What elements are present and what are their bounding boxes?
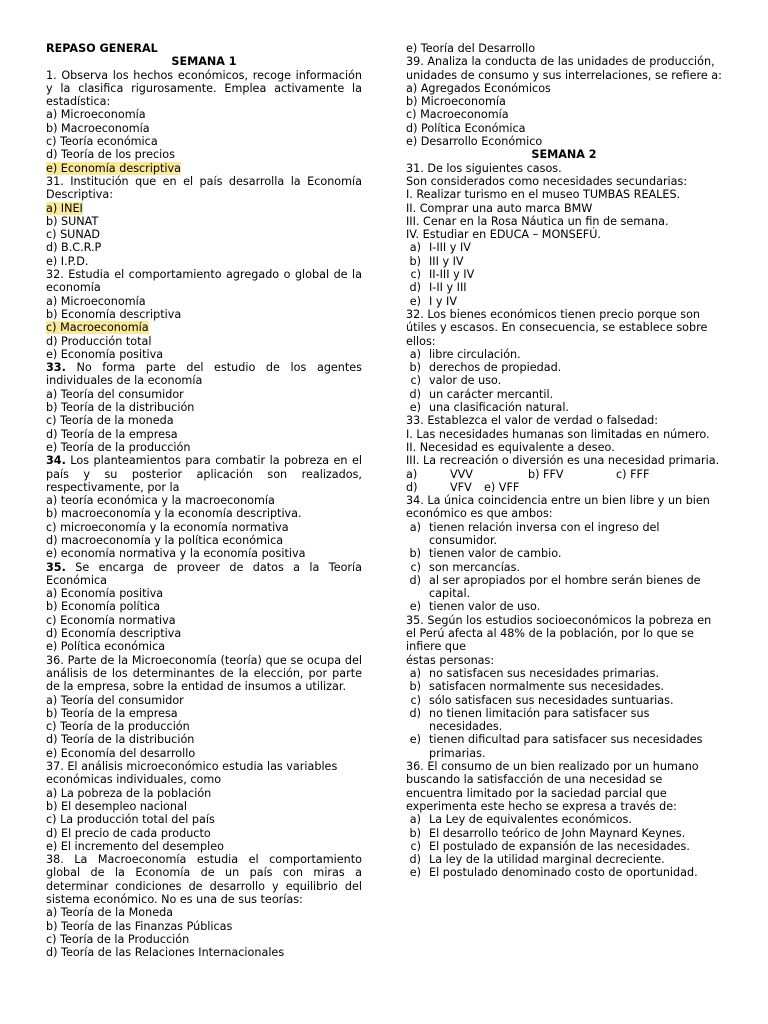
option: a) Teoría del consumidor <box>46 693 184 707</box>
question-36: 36. Parte de la Microeconomía (teoría) que se ocupa del análisis de los determinantes de la elección, por parte de la empresa, sobre la entidad de insumos a utilizar. <box>46 653 362 694</box>
option-marker: c) <box>410 560 421 574</box>
question-number: 35. <box>46 560 66 574</box>
week-2-heading: SEMANA 2 <box>531 148 597 162</box>
option: b) Teoría de la distribución <box>46 401 195 415</box>
option-text: tienen relación inversa con el ingreso del consumidor. <box>429 520 660 547</box>
option-marker: c) <box>410 839 421 853</box>
option: a) Microeconomía <box>46 294 146 308</box>
option <box>406 374 722 387</box>
s2-question-35: 35. Según los estudios socioeconómicos la pobreza en el Perú afecta al 48% de la población, por lo que se infiere que <box>406 613 712 654</box>
option-text: valor de uso. <box>429 374 502 388</box>
option-marker: b) <box>409 254 421 268</box>
option <box>406 348 722 361</box>
option-marker: b) <box>409 547 421 561</box>
option-marker: a) <box>409 813 421 827</box>
option: b) Teoría de la empresa <box>46 706 178 720</box>
option: c) Teoría de la Producción <box>46 932 190 946</box>
question-31: 31. Institución que en el país desarrolla la Economía Descriptiva: <box>46 174 362 202</box>
option-marker: c) <box>410 374 421 388</box>
option: d) Producción total <box>46 334 152 348</box>
option-value: VVV <box>450 467 473 481</box>
question-1: 1. Observa los hechos económicos, recoge información y la clasifica rigurosamente. Emplea activamente la estadística: <box>46 68 362 109</box>
option: d) Economía descriptiva <box>46 627 182 641</box>
option: a) Microeconomía <box>46 108 146 122</box>
question-34 <box>46 454 362 494</box>
option <box>406 707 722 734</box>
question-text: No forma parte del estudio de los agentes individuales de la economía <box>46 361 362 388</box>
option <box>406 667 722 680</box>
question-33 <box>46 361 362 388</box>
option: a) teoría económica y la macroeconomía <box>46 494 275 508</box>
option: d) B.C.R.P <box>46 241 102 255</box>
option-text: derechos de propiedad. <box>429 361 562 375</box>
option-text: I y IV <box>429 294 457 308</box>
option <box>406 401 722 414</box>
option <box>406 547 722 560</box>
option: b) Macroeconomía <box>46 121 150 135</box>
option-text: El desarrollo teórico de John Maynard Keynes. <box>429 826 686 840</box>
option-text: II-III y IV <box>429 268 475 282</box>
option <box>406 827 722 840</box>
option-marker: d) <box>409 573 421 587</box>
option: d) Teoría de la empresa <box>46 427 178 441</box>
option <box>406 561 722 574</box>
option <box>406 840 722 853</box>
option-text: tienen dificultad para satisfacer sus necesidades primarias. <box>429 733 703 760</box>
option-highlighted <box>46 162 362 175</box>
option-value: VFV <box>450 480 472 494</box>
option-marker: e) <box>409 294 421 308</box>
option-text: sólo satisfacen sus necesidades suntuarias. <box>429 693 674 707</box>
option: e) VFF <box>484 480 520 494</box>
question-39: 39. Analiza la conducta de las unidades de producción, unidades de consumo y sus interrelaciones, se refiere a: <box>406 55 722 82</box>
question-37: 37. El análisis microeconómico estudia las variables económicas individuales, como <box>46 760 338 787</box>
option-text: I-II y III <box>429 281 467 295</box>
answer-row <box>406 481 722 494</box>
option: e) Teoría del Desarrollo <box>406 42 536 55</box>
option: a) Teoría del consumidor <box>46 387 184 401</box>
option-text: al ser apropiados por el hombre serán bienes de capital. <box>429 573 701 601</box>
option-text: no tienen limitación para satisfacer sus necesidades. <box>429 706 650 734</box>
option-text: El postulado denominado costo de oportunidad. <box>429 866 698 880</box>
option: d) Teoría de las Relaciones Internacionales <box>46 946 285 960</box>
option <box>406 853 722 866</box>
s2-question-31-intro: Son considerados como necesidades secundarias: <box>406 174 688 188</box>
option-marker: c) <box>410 693 421 707</box>
option-marker: a) <box>409 241 421 255</box>
option-text: satisfacen normalmente sus necesidades. <box>429 680 664 694</box>
option <box>406 281 722 294</box>
week-1-heading: SEMANA 1 <box>171 55 237 69</box>
option-marker: b) <box>409 680 421 694</box>
option <box>406 295 722 308</box>
option: c) FFF <box>616 467 650 481</box>
s2-question-34: 34. La única coincidencia entre un bien libre y un bien económico es que ambos: <box>406 494 710 521</box>
option <box>406 521 722 548</box>
option-marker: e) <box>409 600 421 614</box>
option-marker: a) <box>406 467 418 481</box>
option: e) Economía del desarrollo <box>46 746 196 760</box>
option-marker: a) <box>409 347 421 361</box>
option-text: no satisfacen sus necesidades primarias. <box>429 666 660 680</box>
question-text: Los planteamientos para combatir la pobreza en el país y su posterior aplicación son realizados, respectivamente, por la <box>46 454 362 494</box>
statement-item: I. Realizar turismo en el museo TUMBAS REALES. <box>406 188 681 202</box>
option-marker: d) <box>409 387 421 401</box>
option-text: una clasificación natural. <box>429 401 569 415</box>
option: b) macroeconomía y la economía descriptiva. <box>46 507 302 521</box>
option-marker: e) <box>409 733 421 747</box>
option: a) Agregados Económicos <box>406 81 551 95</box>
option: e) Economía positiva <box>46 347 164 361</box>
question-38: 38. La Macroeconomía estudia el comportamiento global de la Economía de un país con miras a determinar condiciones de desarrollo y equilibrio del sistema económico. No es una de sus teorías: <box>46 853 362 906</box>
document-title: REPASO GENERAL <box>46 42 158 55</box>
option <box>406 694 722 707</box>
option: a) Teoría de la Moneda <box>46 906 174 920</box>
option-marker: d) <box>409 281 421 295</box>
left-column <box>46 42 362 959</box>
option: c) Teoría de la moneda <box>46 414 174 428</box>
s2-question-36: 36. El consumo de un bien realizado por un humano buscando la satisfacción de una necesidad se encuentra limitado por la saciedad parcial que experimenta este hecho se expresa a través de: <box>406 760 699 813</box>
option-text: La Ley de equivalentes económicos. <box>429 813 632 827</box>
option: d) El precio de cada producto <box>46 826 211 840</box>
option-marker: e) <box>409 401 421 415</box>
option: a) Economía positiva <box>46 587 164 601</box>
option-marker: b) <box>409 361 421 375</box>
option-marker: e) <box>409 866 421 880</box>
right-column <box>406 42 722 880</box>
option: b) FFV <box>528 467 564 481</box>
option: e) El incremento del desempleo <box>46 839 224 853</box>
option: c) Economía normativa <box>46 613 176 627</box>
option <box>406 241 722 254</box>
option: b) Microeconomía <box>406 95 506 109</box>
highlighted-answer: a) INEI <box>46 201 83 215</box>
option-marker: d) <box>409 706 421 720</box>
question-text: Se encarga de proveer de datos a la Teoría Económica <box>46 560 362 587</box>
option: a) La pobreza de la población <box>46 786 212 800</box>
option-text: III y IV <box>429 254 464 268</box>
option: e) economía normativa y la economía positiva <box>46 547 306 561</box>
option-text: La ley de la utilidad marginal decreciente. <box>429 853 665 867</box>
option: e) I.P.D. <box>46 254 89 268</box>
option: b) Economía descriptiva <box>46 307 182 321</box>
option: d) Política Económica <box>406 121 526 135</box>
option: b) El desempleo nacional <box>46 799 187 813</box>
option: c) Teoría de la producción <box>46 720 190 734</box>
highlighted-answer: c) Macroeconomía <box>46 321 149 335</box>
option: c) La producción total del país <box>46 813 215 827</box>
option <box>406 813 722 826</box>
option-marker: d) <box>406 480 418 494</box>
option: d) Teoría de los precios <box>46 148 175 162</box>
option: e) Teoría de la producción <box>46 440 191 454</box>
s2-question-31: 31. De los siguientes casos. <box>406 161 562 175</box>
option <box>406 388 722 401</box>
question-32: 32. Estudia el comportamiento agregado o global de la economía <box>46 268 362 295</box>
option <box>406 680 722 693</box>
option-text: I-III y IV <box>429 241 471 255</box>
option <box>406 268 722 281</box>
option: c) SUNAD <box>46 228 100 242</box>
option: d) macroeconomía y la política económica <box>46 533 284 547</box>
statement-item: III. Cenar en la Rosa Náutica un fin de semana. <box>406 214 669 228</box>
option <box>406 574 722 601</box>
option <box>406 600 722 613</box>
option-text: El postulado de expansión de las necesidades. <box>429 839 690 853</box>
option: b) SUNAT <box>46 214 99 228</box>
option-text: un carácter mercantil. <box>429 387 554 401</box>
option: c) Teoría económica <box>46 135 158 149</box>
option: d) Teoría de la distribución <box>46 733 195 747</box>
option-marker: c) <box>410 268 421 282</box>
option: e) Desarrollo Económico <box>406 135 543 149</box>
option-highlighted <box>46 321 362 334</box>
option <box>406 255 722 268</box>
option-marker: a) <box>409 520 421 534</box>
option: c) microeconomía y la economía normativa <box>46 520 289 534</box>
option: b) Teoría de las Finanzas Públicas <box>46 919 233 933</box>
statement-item: II. Necesidad es equivalente a deseo. <box>406 440 615 454</box>
option-text: libre circulación. <box>429 347 521 361</box>
s2-question-33: 33. Establezca el valor de verdad o falsedad: <box>406 414 659 428</box>
option <box>406 361 722 374</box>
option-marker: d) <box>409 853 421 867</box>
s2-question-32: 32. Los bienes económicos tienen precio porque son útiles y escasos. En consecuencia, se establece sobre ellos: <box>406 307 708 348</box>
option-marker: b) <box>409 826 421 840</box>
option-marker: a) <box>409 666 421 680</box>
option: c) Macroeconomía <box>406 108 509 122</box>
option: e) Política económica <box>46 640 166 654</box>
statement-item: II. Comprar una auto marca BMW <box>406 201 593 215</box>
option-highlighted <box>46 202 362 215</box>
statement-item: I. Las necesidades humanas son limitadas en número. <box>406 427 710 441</box>
question-35 <box>46 561 362 588</box>
option: b) Economía política <box>46 600 161 614</box>
question-number: 34. <box>46 454 66 468</box>
statement-item: III. La recreación o diversión es una necesidad primaria. <box>406 454 720 468</box>
option <box>406 733 722 760</box>
highlighted-answer: e) Economía descriptiva <box>46 161 181 175</box>
answer-row <box>406 468 722 481</box>
s2-question-35-continuation: éstas personas: <box>406 653 495 667</box>
option-text: tienen valor de cambio. <box>429 547 562 561</box>
option-text: son mercancías. <box>429 560 521 574</box>
option-text: tienen valor de uso. <box>429 600 541 614</box>
option <box>406 866 722 879</box>
statement-item: IV. Estudiar en EDUCA – MONSEFÚ. <box>406 228 601 242</box>
question-number: 33. <box>46 361 66 375</box>
